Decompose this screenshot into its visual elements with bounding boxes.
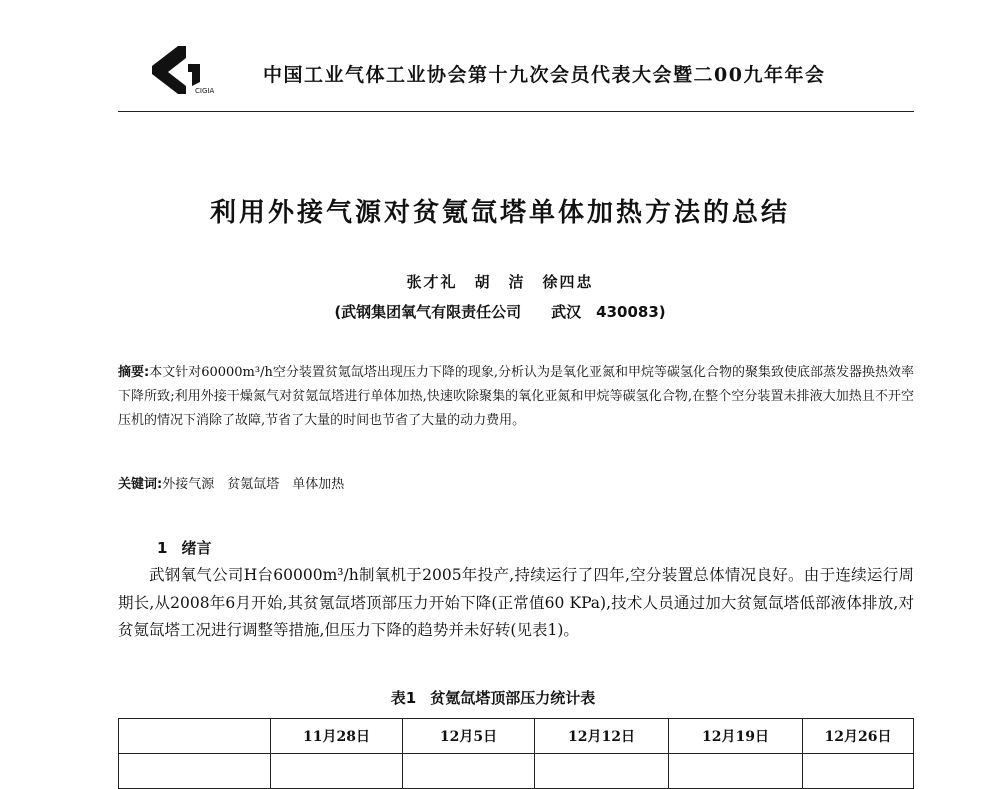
keywords: [118, 473, 914, 497]
section-title: 绪言: [181, 539, 212, 557]
table-header-cell: 12月26日: [803, 719, 914, 754]
logo-mark-inner: [188, 64, 200, 86]
table-cell: [119, 754, 271, 789]
table-row: [119, 754, 914, 789]
body-paragraph: 武钢氧气公司H台60000m³/h制氧机于2005年投产,持续运行了四年,空分装置总体情况良好。由于连续运行周期长,从2008年6月开始,其贫氪氙塔顶部压力开始下降(正常值60 KPa),技术人员通过加大贫氪氙塔低部液体排放,对贫氪氙塔工况进行调整等措施,但压力下降的趋势并未好转(见表1)。: [118, 566, 914, 639]
paper-authors: 张才礼 胡 洁 徐四忠: [406, 273, 594, 291]
table-header-cell: 12月5日: [403, 719, 535, 754]
keywords-label: 关键词:: [118, 477, 163, 492]
table-header-cell: 11月28日: [271, 719, 403, 754]
conference-header: 中国工业气体工业协会第十九次会员代表大会暨二00九年年会: [263, 64, 826, 86]
table-caption: [0, 687, 1000, 708]
keywords-text: 外接气源 贫氪氙塔 单体加热: [162, 477, 345, 492]
table-label: 表1: [390, 689, 417, 707]
table-header-cell: 12月12日: [535, 719, 669, 754]
logo-text: CIGIA: [195, 87, 215, 95]
pressure-table: [118, 718, 914, 789]
table-cell: [271, 754, 403, 789]
table-header-cell: [119, 719, 271, 754]
table-cell: [803, 754, 914, 789]
table-header-cell: 12月19日: [669, 719, 803, 754]
abstract-text: 本文针对60000m³/h空分装置贫氪氙塔出现压力下降的现象,分析认为是氧化亚氮和甲烷等碳氢化合物的聚集致使底部蒸发器换热效率下降所致;利用外接干燥氮气对贫氪氙塔进行单体加热,快速吹除聚集的氧化亚氮和甲烷等碳氢化合物,在整个空分装置未排液大加热且不开空压机的情况下消除了故障,节省了大量的时间也节省了大量的动力费用。: [118, 365, 914, 428]
paper-title: 利用外接气源对贫氪氙塔单体加热方法的总结: [209, 198, 790, 228]
section-number: 1: [157, 539, 168, 557]
table-caption-text: 贫氪氙塔顶部压力统计表: [430, 689, 596, 707]
section-heading: [157, 537, 225, 558]
table-cell: [535, 754, 669, 789]
header-divider: [118, 111, 914, 112]
logo-mark: [152, 46, 186, 94]
abstract-label: 摘要:: [118, 365, 150, 380]
conference-logo: [148, 42, 220, 102]
table-cell: [403, 754, 535, 789]
paper-affiliation: (武钢集团氧气有限责任公司 武汉 430083): [334, 303, 666, 321]
abstract: [118, 361, 914, 433]
table-cell: [669, 754, 803, 789]
table-header-row: [119, 719, 914, 754]
